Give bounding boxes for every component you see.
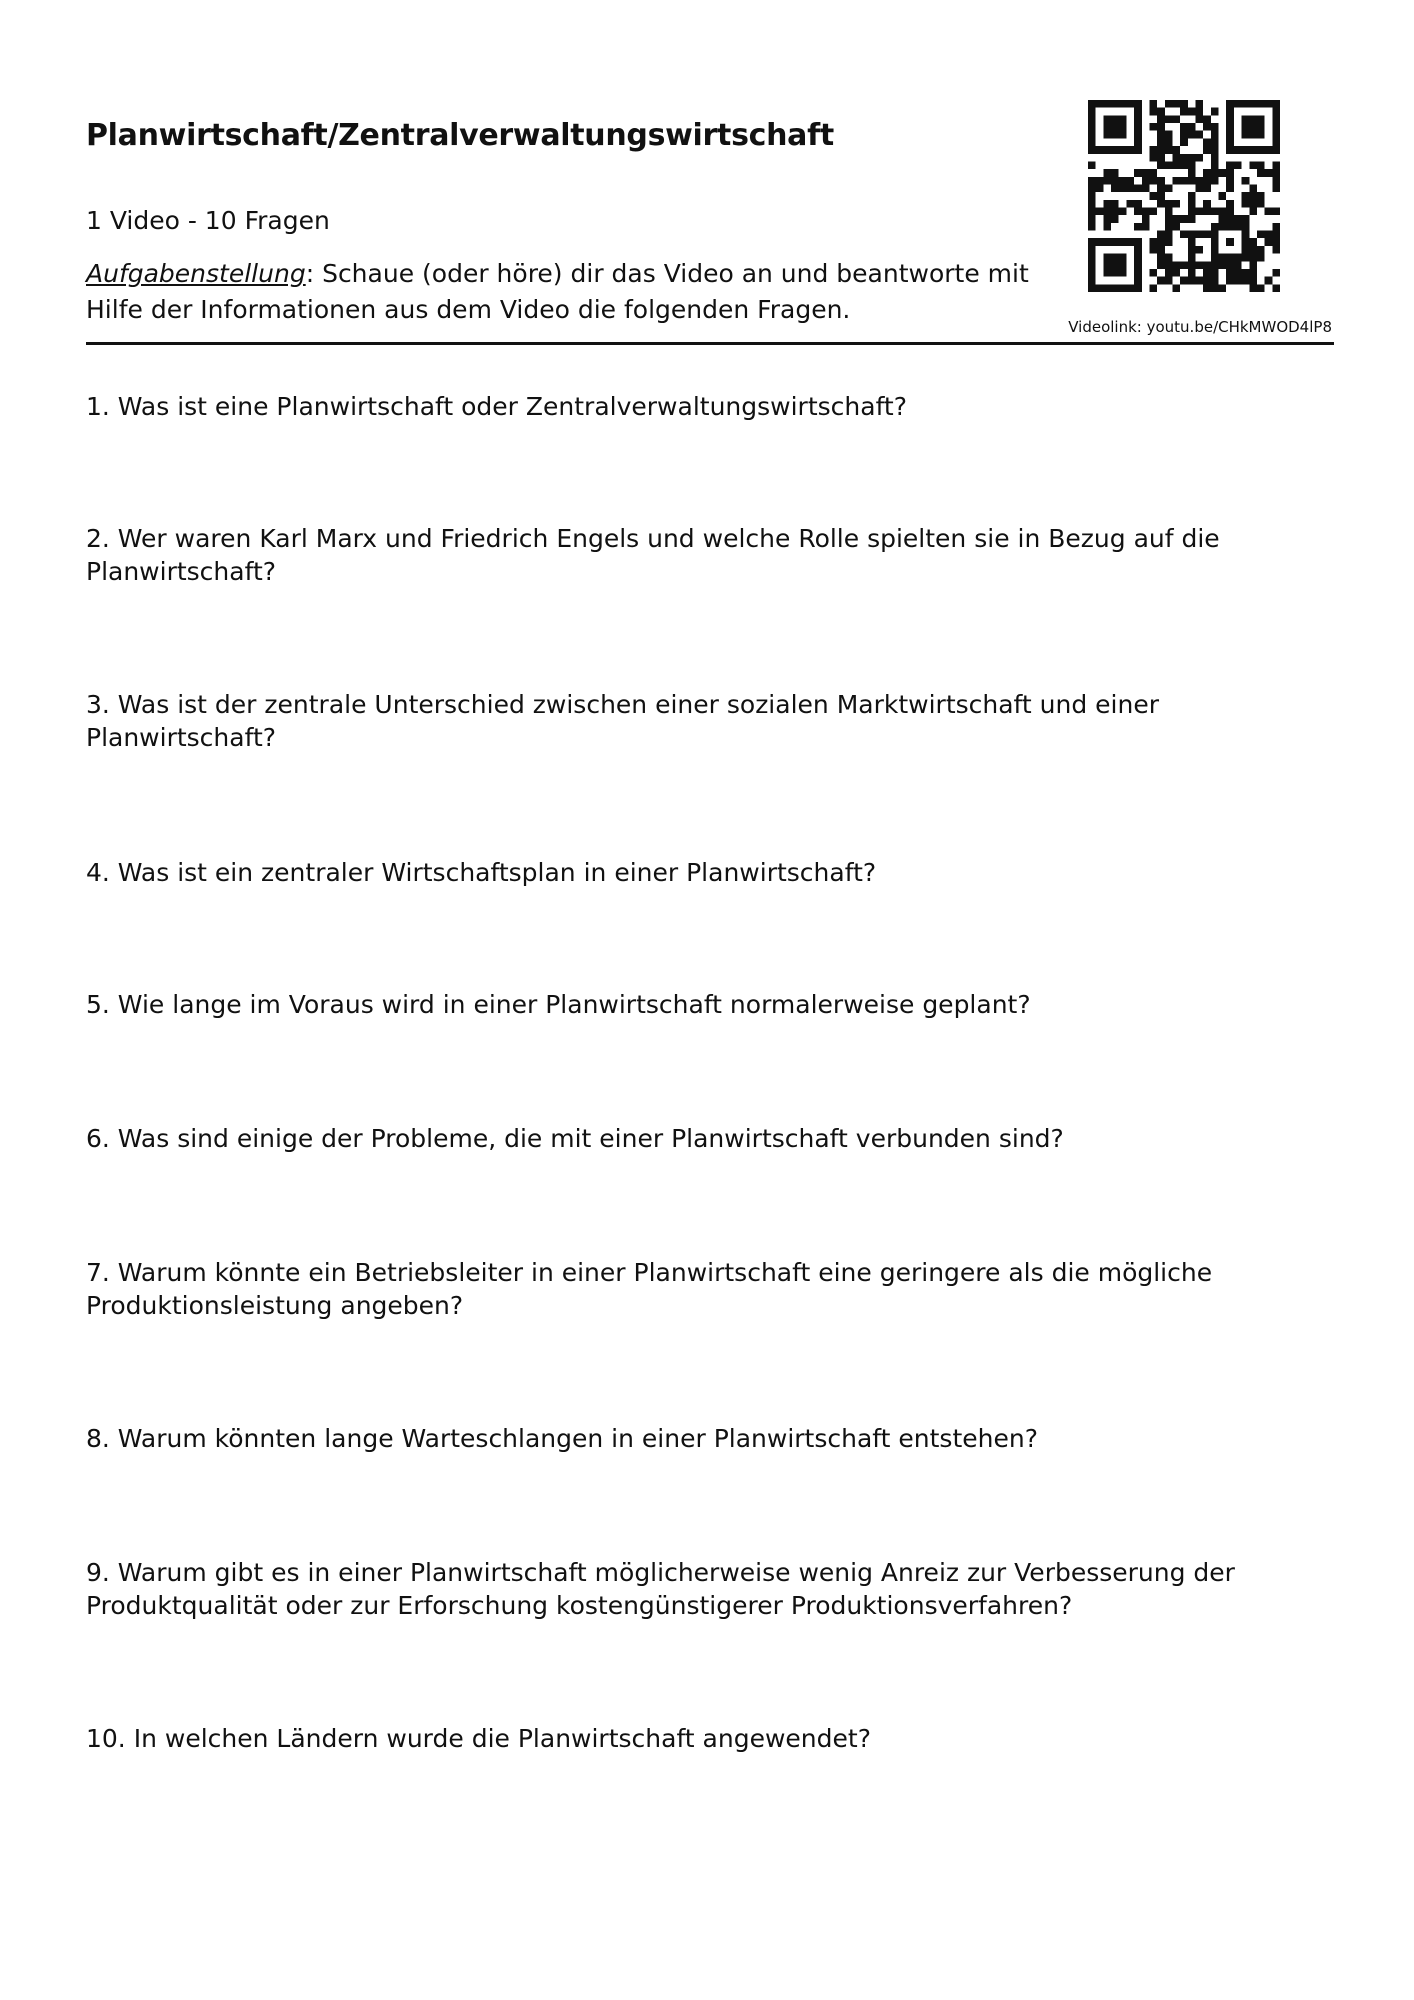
question-1: 1. Was ist eine Planwirtschaft oder Zentralverwaltungswirtschaft? bbox=[86, 392, 907, 421]
question-7: 7. Warum könnte ein Betriebsleiter in einer Planwirtschaft eine geringere als die mögliche Produktionsleistung angeben? bbox=[86, 1258, 1213, 1320]
question-6: 6. Was sind einige der Probleme, die mit einer Planwirtschaft verbunden sind? bbox=[86, 1124, 1064, 1153]
page-title: Planwirtschaft/Zentralverwaltungswirtschaft bbox=[86, 118, 834, 153]
question-9: 9. Warum gibt es in einer Planwirtschaft möglicherweise wenig Anreiz zur Verbesserung der Produktqualität oder zur Erforschung kostengünstigerer Produktionsverfahren? bbox=[86, 1558, 1235, 1620]
question-3: 3. Was ist der zentrale Unterschied zwischen einer sozialen Marktwirtschaft und einer Planwirtschaft? bbox=[86, 690, 1159, 752]
question-8: 8. Warum könnten lange Warteschlangen in einer Planwirtschaft entstehen? bbox=[86, 1424, 1038, 1453]
instruction-label: Aufgabenstellung bbox=[86, 259, 306, 288]
question-5: 5. Wie lange im Voraus wird in einer Planwirtschaft normalerweise geplant? bbox=[86, 990, 1031, 1019]
instruction-text: : Schaue (oder höre) dir das Video an und beantworte mit Hilfe der Informationen aus dem Video die folgenden Fragen. bbox=[86, 259, 1029, 324]
instruction bbox=[86, 256, 1046, 328]
page-subtitle: 1 Video - 10 Fragen bbox=[86, 206, 330, 235]
qr-code-icon bbox=[1088, 100, 1280, 292]
question-2: 2. Wer waren Karl Marx und Friedrich Engels und welche Rolle spielten sie in Bezug auf die Planwirtschaft? bbox=[86, 524, 1220, 586]
question-10: 10. In welchen Ländern wurde die Planwirtschaft angewendet? bbox=[86, 1724, 871, 1753]
header-divider bbox=[86, 342, 1334, 345]
question-4: 4. Was ist ein zentraler Wirtschaftsplan in einer Planwirtschaft? bbox=[86, 858, 877, 887]
video-link: Videolink: youtu.be/CHkMWOD4lP8 bbox=[1068, 318, 1332, 336]
